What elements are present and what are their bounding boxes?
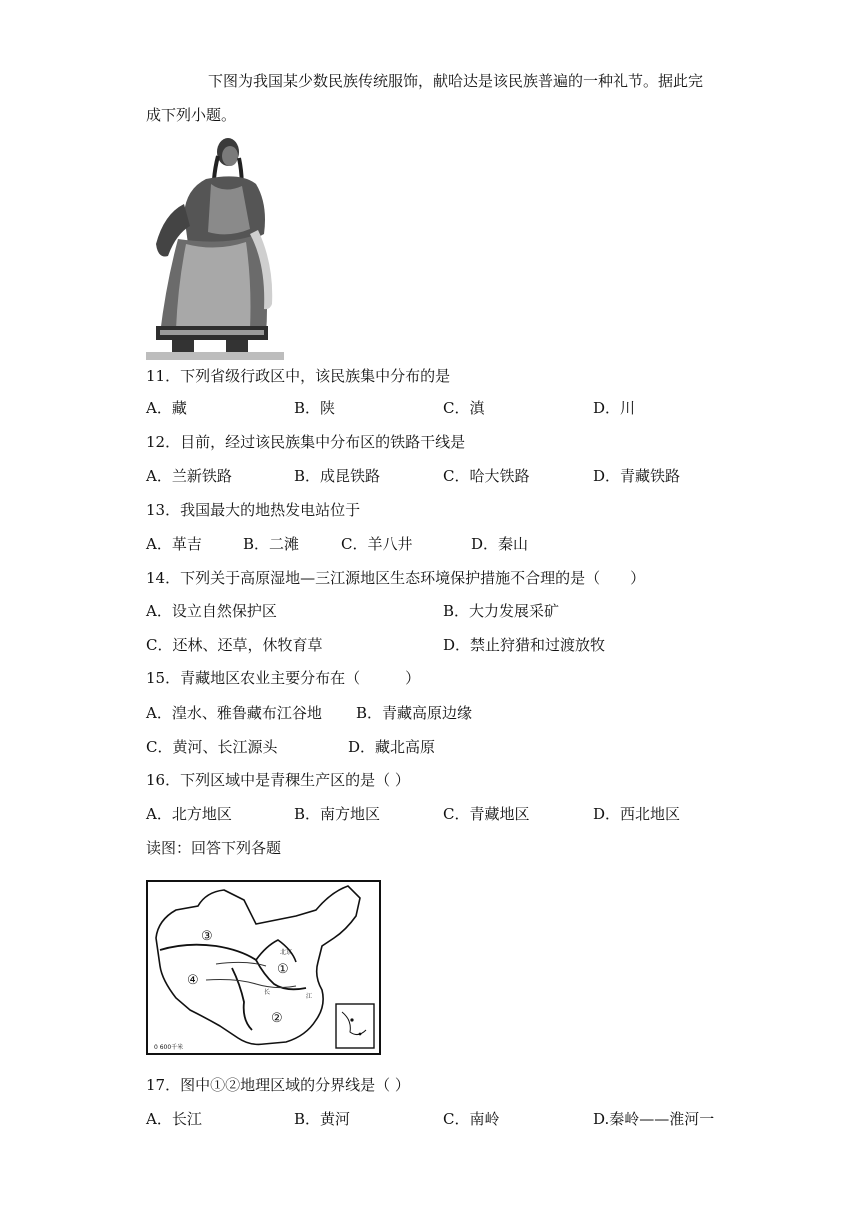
china-regions-map xyxy=(146,880,381,1055)
option: B．青藏高原边缘 xyxy=(356,704,473,722)
map-intro: 读图：回答下列各题 xyxy=(146,839,282,857)
map-region-label: ① xyxy=(277,962,289,977)
option: D．秦山 xyxy=(471,535,529,553)
map-region-label: ④ xyxy=(187,973,199,988)
map-place-label: 江 xyxy=(306,993,313,1000)
option: D．禁止狩猎和过渡放牧 xyxy=(443,636,606,654)
option: B．陕 xyxy=(294,399,336,417)
option: C．南岭 xyxy=(443,1110,500,1128)
option: A．设立自然保护区 xyxy=(146,602,277,620)
option: C．黄河、长江源头 xyxy=(146,738,278,756)
option: B．成昆铁路 xyxy=(294,467,381,485)
question-15: 15．青藏地区农业主要分布在（ ） xyxy=(146,669,421,687)
question-13: 13．我国最大的地热发电站位于 xyxy=(146,501,361,519)
option: D．藏北高原 xyxy=(348,738,436,756)
map-place-label: 长 xyxy=(264,989,271,996)
question-17: 17．图中①②地理区域的分界线是（ ） xyxy=(146,1076,410,1094)
question-14: 14．下列关于高原湿地—三江源地区生态环境保护措施不合理的是（ ） xyxy=(146,569,646,587)
question-11: 11．下列省级行政区中，该民族集中分布的是 xyxy=(146,367,451,385)
option: D．西北地区 xyxy=(593,805,681,823)
option: A．北方地区 xyxy=(146,805,232,823)
option: A．长江 xyxy=(146,1110,202,1128)
question-12: 12．目前，经过该民族集中分布区的铁路干线是 xyxy=(146,433,466,451)
option: C．哈大铁路 xyxy=(443,467,530,485)
map-place-label: 北京 xyxy=(280,949,293,956)
option: B．大力发展采矿 xyxy=(443,602,560,620)
option: C．滇 xyxy=(443,399,485,417)
map-region-label: ③ xyxy=(201,929,213,944)
option: D.秦岭——淮河一 xyxy=(593,1110,715,1128)
option: C．还林、还草，休牧育草 xyxy=(146,636,323,654)
map-region-label: ② xyxy=(271,1011,283,1026)
map-scale: 0 600千米 xyxy=(154,1044,184,1051)
option: A．藏 xyxy=(146,399,187,417)
traditional-costume-photo xyxy=(146,134,284,360)
option: D．川 xyxy=(593,399,636,417)
option: B．二滩 xyxy=(243,535,300,553)
option: A．革吉 xyxy=(146,535,202,553)
option: C．羊八井 xyxy=(341,535,413,553)
intro-line-1: 下图为我国某少数民族传统服饰，献哈达是该民族普遍的一种礼节。据此完 xyxy=(208,72,704,90)
option: B．黄河 xyxy=(294,1110,351,1128)
option: C．青藏地区 xyxy=(443,805,530,823)
question-16: 16．下列区域中是青稞生产区的是（ ） xyxy=(146,771,410,789)
option: B．南方地区 xyxy=(294,805,381,823)
option: D．青藏铁路 xyxy=(593,467,681,485)
option: A．兰新铁路 xyxy=(146,467,232,485)
option: A．湟水、雅鲁藏布江谷地 xyxy=(146,704,322,722)
intro-line-2: 成下列小题。 xyxy=(146,106,237,124)
